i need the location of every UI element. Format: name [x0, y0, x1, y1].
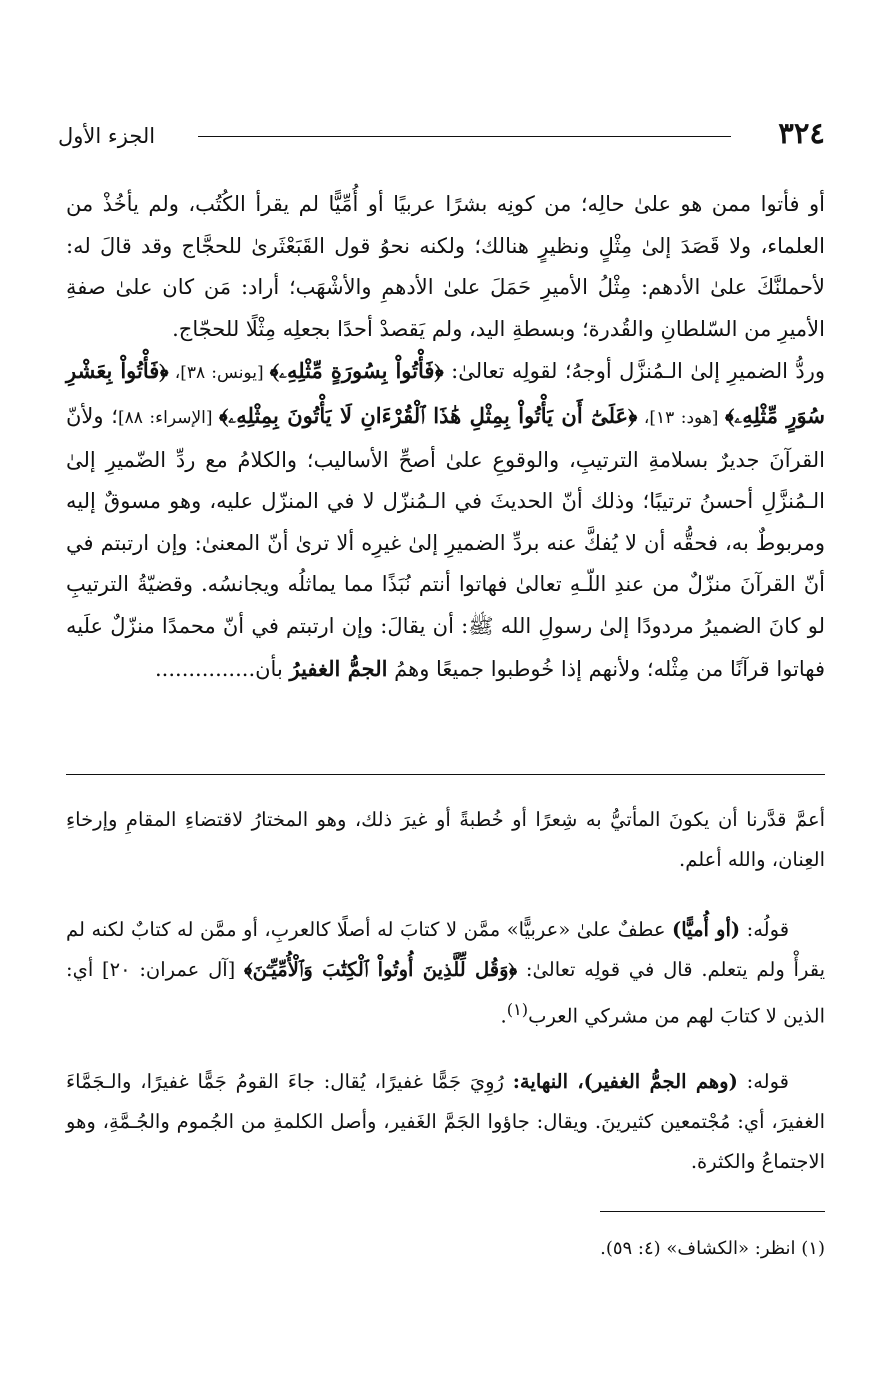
commentary-run: قولُه:: [740, 918, 790, 941]
verse-reference: [الإسراء: ٨٨]: [117, 407, 219, 428]
main-text: [66, 184, 825, 690]
lemma: (أو أُميًّا): [672, 918, 741, 941]
verse-reference: [هود: ١٣]،: [637, 407, 725, 428]
commentary-text: [66, 1062, 825, 1182]
highlighted-term: الجمُّ الغفيرُ: [289, 655, 388, 681]
quran-quote: ﴿وَقُل لِّلَّذِينَ أُوتُواْ ٱلْكِتَٰبَ وَٱلْأُمِّيِّـۧنَ﴾: [244, 958, 518, 981]
commentary-paragraph-2: [66, 910, 825, 1037]
page-number: ٣٢٤: [778, 116, 825, 150]
section-separator: [66, 774, 825, 775]
commentary-paragraph-1: [66, 800, 825, 880]
main-text-run: ؛ ولأنّ القرآنَ جديرٌ بسلامةِ الترتيبِ، والوقوعِ علىٰ أصحِّ الأساليب؛ والكلامُ مع ردِّ الضّميرِ إلىٰ الـمُنزَّلِ أحسنُ ترتيبًا؛ وذلك أنّ الحديثَ في الـمُنزّل لا في المنزّل عليه، وهو مسوقٌ إليه ومربوطٌ به، فحقُّه أن لا يُفكَّ عنه بردِّ الضميرِ إلىٰ غيرِه ألا ترىٰ أنّ المعنىٰ: وإن ارتبتم في أنّ القرآنَ منزّلٌ من عندِ اللّـهِ تعالىٰ فهاتوا أنتم نُبَذًا مما يماثلُه ويجانسُه. وقضيّةُ الترتيبِ لو كانَ الضميرُ مردودًا إلىٰ رسولِ الله ﷺ: أن يقالَ: وإن ارتبتم في أنّ محمدًا منزّلٌ علَيه فهاتوا قرآنًا من مِثْله؛ ولأنهم إذا خُوطبوا جميعًا وهمُ: [66, 403, 825, 681]
running-title: الجزء الأول: [58, 124, 156, 148]
commentary-text: [66, 910, 825, 1037]
commentary-run: [آل عمران: ٢٠] أي: الذين لا كتابَ لهم من مشركي العرب: [66, 958, 825, 1028]
footnote: (١) انظر: «الكشاف» (٤: ٥٩).: [600, 1238, 825, 1259]
quran-quote: ﴿فَأْتُواْ بِسُورَةٍ مِّثْلِهِۦ﴾: [269, 358, 444, 384]
commentary-run: رُوِيَ جَمًّا غفيرًا، يُقال: جاءَ القومُ جَمًّا غفيرًا، والـجَمَّاءَ الغفيرَ، أي: مُجْتمعين كثيرينَ. ويقال: جاؤوا الجَمَّ الغَفير، وأصل الكلمةِ من الجُموم والجُـمَّةِ، وهو الاجتماعُ والكثرة.: [66, 1070, 825, 1173]
page-header: [58, 112, 825, 156]
verse-reference: [يونس: ٣٨]،: [168, 363, 270, 384]
main-text-run: بأن...............: [155, 656, 290, 681]
commentary-run: عطفٌ علىٰ «عربيًّا» ممَّن لا كتابَ له أصلًا كالعربِ، أو ممَّن له كتابٌ لكنه لم يقرأْ ولم يتعلم. قال في قولِه تعالىٰ:: [66, 918, 825, 981]
main-paragraph-2: [66, 350, 825, 690]
quran-quote: ﴿فَأْتُواْ بِعَشْرِ سُوَرٍ مِّثْلِهِۦ﴾: [66, 358, 826, 428]
commentary-text: أعمَّ قدَّرنا أن يكونَ المأتيُّ به شِعرًا أو خُطبةً أو غيرَ ذلك، وهو المختارُ لاقتضاءِ المقامِ وإرخاءِ العِنان، والله أعلم.: [66, 808, 825, 871]
main-paragraph-1: أو فأتوا ممن هو علىٰ حالِه؛ من كونِه بشرًا عربيًا أو أُمِّيًّا لم يقرأ الكُتُب، ولم يأخُذْ من العلماء، ولا قَصَدَ إلىٰ مِثْلٍ ونظيرٍ هنالك؛ ولكنه نحوُ قول القَبَعْثَرىٰ للحجَّاج وقد قالَ له: لأحملنَّكَ علىٰ الأدهم: مِثْلُ الأميرِ حَمَلَ علىٰ الأدهمِ والأشْهَب؛ أراد: مَن كان علىٰ صفةِ الأميرِ من السّلطانِ والقُدرة؛ وبسطةِ اليد، ولم يَقصدْ أحدًا بجعلِه مِثْلًا للحجّاج.: [66, 192, 825, 341]
commentary-run: .: [500, 1004, 507, 1028]
lemma: (وهم الجمُّ الغفير)، النهاية:: [512, 1070, 738, 1093]
header-rule: [198, 136, 731, 137]
commentary-run: قوله:: [737, 1070, 789, 1093]
commentary-paragraph-3: [66, 1062, 825, 1182]
footnote-reference[interactable]: (١): [506, 1000, 529, 1019]
footnote-rule: [600, 1211, 825, 1212]
quran-quote: ﴿عَلَىٰٓ أَن يَأْتُواْ بِمِثْلِ هَٰذَا ٱلْقُرْءَانِ لَا يَأْتُونَ بِمِثْلِهِۦ﴾: [219, 402, 638, 428]
main-text-run: وردُّ الضميرِ إلىٰ الـمُنزَّل أوجهُ؛ لقولِه تعالىٰ:: [443, 359, 825, 384]
